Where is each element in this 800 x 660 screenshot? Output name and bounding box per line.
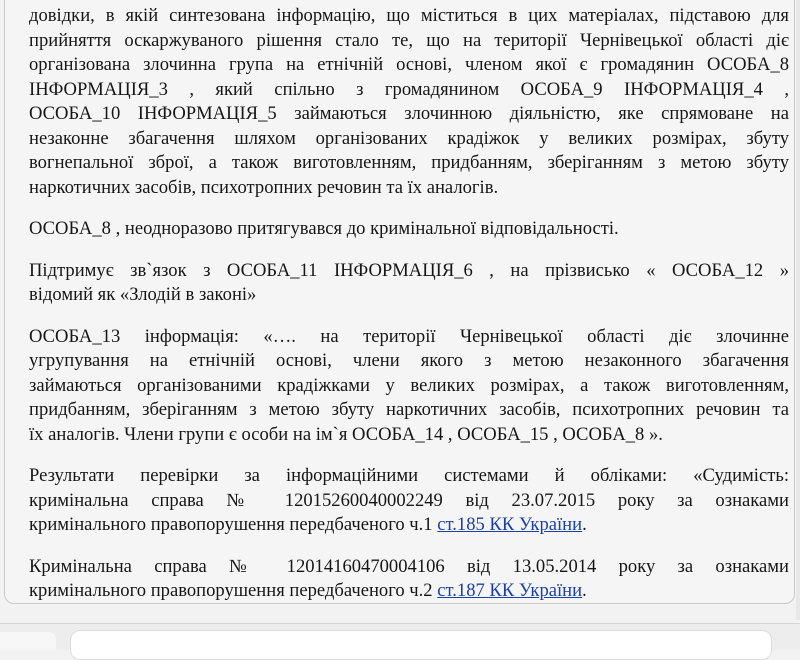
text-line: ОСОБА_13 інформація: «…. на території Чернівецької області діє злочинне bbox=[29, 325, 789, 347]
text-line: ОСОБА_8 , неодноразово притягувався до кримінальної відповідальності. bbox=[29, 218, 619, 239]
document-card bbox=[4, 0, 795, 604]
paragraph-group-info bbox=[29, 4, 789, 200]
text-line: прийняття оскаржуваного рішення стало те, що на території Чернівецької області діє bbox=[29, 29, 789, 51]
text-fragment: . bbox=[582, 580, 587, 601]
text-line: Результати перевірки за інформаційними системами й обліками: «Судимість: bbox=[29, 465, 789, 486]
text-line: їх аналогів. Члени групи є особи на ім`я ОСОБА_14 , ОСОБА_15 , ОСОБА_8 ». bbox=[29, 423, 663, 445]
text-line: організована злочинна група на етнічній основі, членом якої є громадянин ОСОБА_8 bbox=[29, 54, 789, 75]
text-fragment: кримінального правопорушення передбаченого ч.1 bbox=[29, 514, 438, 535]
text-fragment: кримінального правопорушення передбаченого ч.2 bbox=[29, 580, 438, 601]
text-line bbox=[29, 513, 789, 538]
paragraph-connections bbox=[29, 259, 789, 308]
law-article-187-link[interactable]: ст.187 КК України bbox=[437, 580, 583, 601]
bottom-left-tab[interactable] bbox=[0, 632, 56, 650]
bottom-panel bbox=[0, 623, 800, 650]
text-line: Підтримує зв`язок з ОСОБА_11 ІНФОРМАЦІЯ_6 , на прізвисько « ОСОБА_12 » bbox=[29, 259, 789, 281]
text-line: вогнепальної зброї, а також виготовленням, придбанням, зберіганням з метою збуту bbox=[29, 152, 789, 173]
text-line: Кримінальна справа № 12014160470004106 від 13.05.2014 року за ознаками bbox=[29, 555, 789, 577]
scrollbar[interactable] bbox=[796, 0, 800, 620]
paragraph-informant bbox=[29, 325, 789, 448]
law-article-185-link[interactable]: ст.185 КК України bbox=[437, 514, 583, 535]
text-line: ОСОБА_10 ІНФОРМАЦІЯ_5 займаються злочинною діяльністю, яке спрямоване на bbox=[29, 103, 789, 124]
text-line: відомий як «Злодій в законі» bbox=[29, 284, 257, 305]
document-text bbox=[29, 1, 789, 621]
text-line: кримінальна справа № 12015260040002249 від 23.07.2015 року за ознаками bbox=[29, 489, 789, 511]
text-fragment: . bbox=[582, 514, 587, 535]
text-line bbox=[29, 579, 789, 604]
text-line: займаються організованими крадіжками у великих розмірах, а також виготовленням, bbox=[29, 374, 789, 396]
bottom-card-edge[interactable] bbox=[70, 630, 772, 660]
text-line: ІНФОРМАЦІЯ_3 , який спільно з громадянином ОСОБА_9 ІНФОРМАЦІЯ_4 , bbox=[29, 78, 789, 100]
text-line: угрупування на етнічній основі, члени якого з метою незаконного збагачення bbox=[29, 350, 789, 371]
text-line: довідки, в якій синтезована інформацію, що міститься в цих матеріалах, підставою для bbox=[29, 5, 789, 26]
paragraph-criminal-case bbox=[29, 555, 789, 604]
text-line: незаконне збагачення шляхом організованих крадіжок у великих розмірах, збуту bbox=[29, 127, 789, 149]
text-line: наркотичних засобів, психотропних речовин та їх аналогів. bbox=[29, 176, 499, 198]
paragraph-prior-liability bbox=[29, 217, 789, 242]
paragraph-check-results bbox=[29, 464, 789, 538]
text-line: придбанням, зберіганням з метою збуту наркотичних засобів, психотропних речовин та bbox=[29, 399, 789, 420]
